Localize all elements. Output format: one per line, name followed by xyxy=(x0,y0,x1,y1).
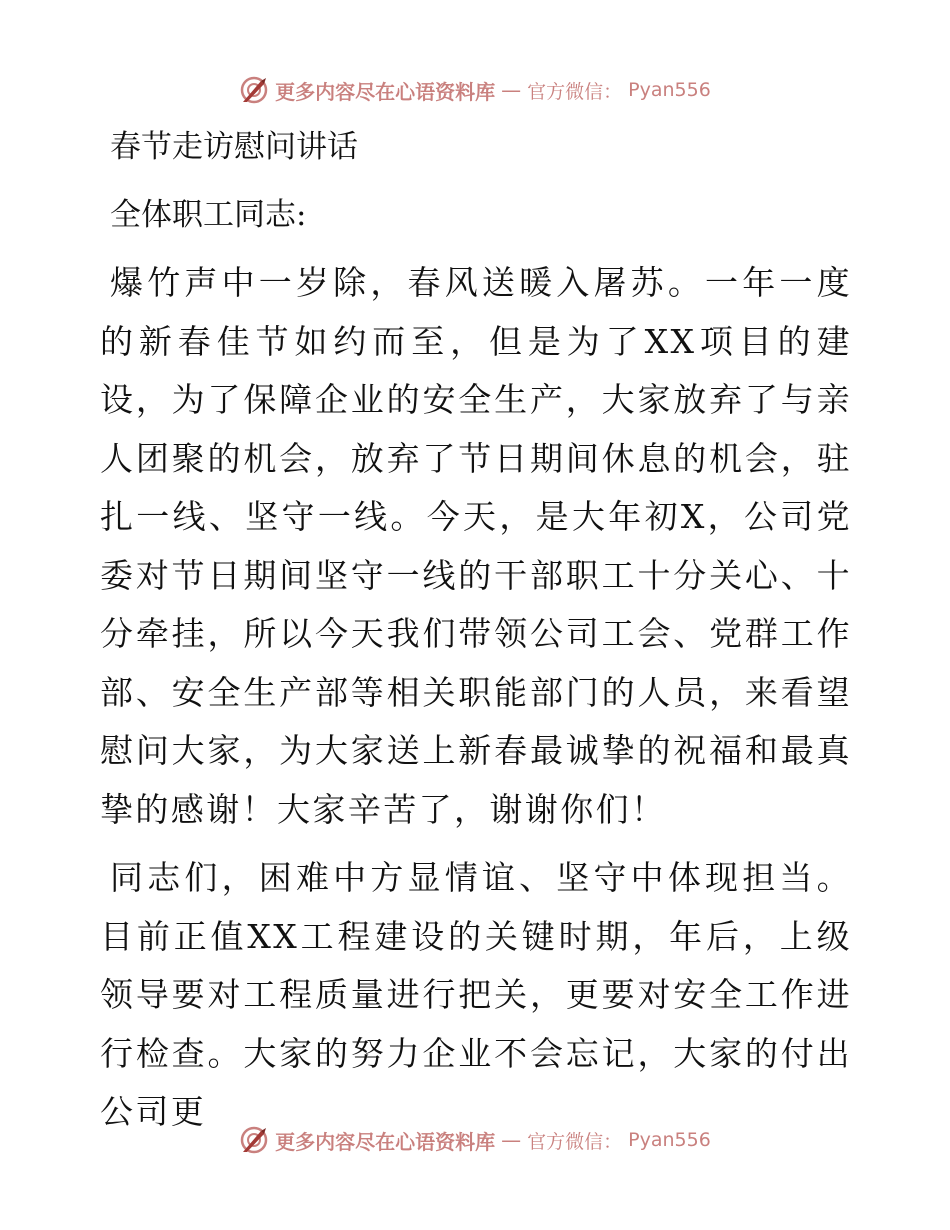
document-title: 春节走访慰问讲话 xyxy=(110,129,358,165)
watermark-separator: — xyxy=(501,1128,522,1152)
watermark-sub-text: 官方微信： xyxy=(527,80,623,103)
paragraph: 爆竹声中一岁除，春风送暖入屠苏。一年一度的新春佳节如约而至，但是为了XX项目的建设，为了保障企业的安全生产，大家放弃了与亲人团聚的机会，放弃了节日期间休息的机会，驻扎一线、坚守一线。今天，是大年初X，公司党委对节日期间坚守一线的干部职工十分关心、十分牵挂，所以今天我们带领公司工会、党群工作部、安全生产部等相关职能部门的人员，来看望慰问大家，为大家送上新春最诚挚的祝福和最真挚的感谢！大家辛苦了，谢谢你们！ xyxy=(100,263,852,829)
watermark-account: Pyan556 xyxy=(628,79,711,101)
watermark-sub-text: 官方微信： xyxy=(527,1130,623,1153)
watermark-header xyxy=(0,70,950,110)
watermark-main-text: 更多内容尽在心语资料库 xyxy=(275,79,496,104)
watermark-main-text: 更多内容尽在心语资料库 xyxy=(275,1129,496,1154)
document-salutation: 全体职工同志: xyxy=(110,197,307,233)
document-body xyxy=(100,118,852,1152)
pen-logo-icon xyxy=(239,75,269,105)
watermark-account: Pyan556 xyxy=(628,1129,711,1151)
watermark-separator: — xyxy=(501,78,522,102)
paragraph: 同志们，困难中方显情谊、坚守中体现担当。目前正值XX工程建设的关键时期，年后，上级领导要对工程质量进行把关，更要对安全工作进行检查。大家的努力企业不会忘记，大家的付出公司更 xyxy=(100,858,852,1131)
pen-logo-icon xyxy=(239,1125,269,1155)
watermark-footer xyxy=(0,1120,950,1160)
